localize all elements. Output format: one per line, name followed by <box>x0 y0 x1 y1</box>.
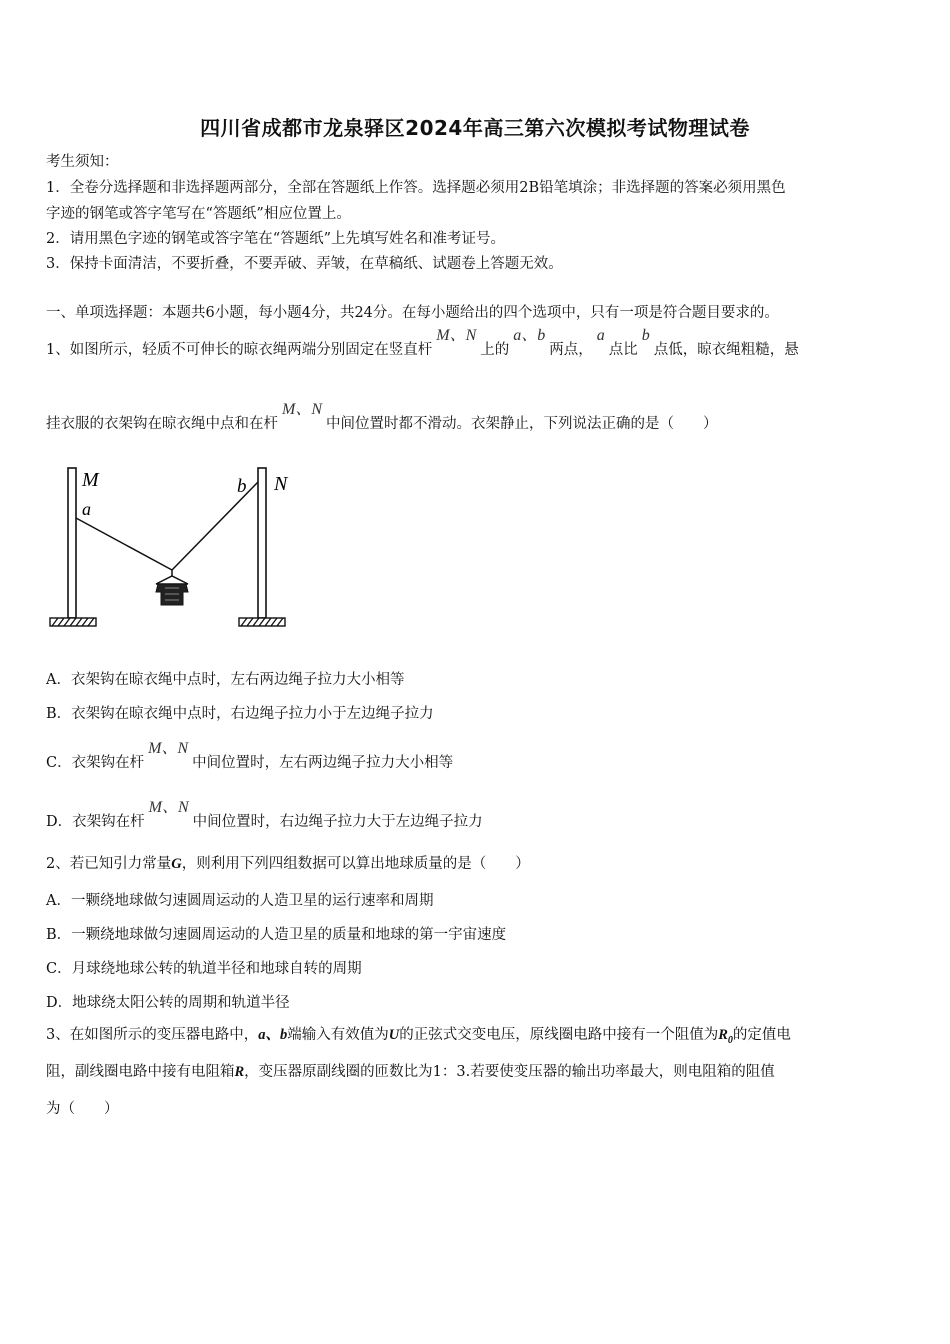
label-a: a <box>82 499 91 519</box>
q2-stem: 2、若已知引力常量G，则利用下列四组数据可以算出地球质量的是（ ） <box>46 856 530 872</box>
notice-item: 2．请用黑色字迹的钢笔或答字笔在“答题纸”上先填写姓名和准考证号。 <box>46 231 506 247</box>
q1-option-c: C．衣架钩在杆M、N中间位置时，左右两边绳子拉力大小相等 <box>46 749 453 772</box>
q3-stem-line3: 为（ ） <box>46 1101 119 1117</box>
var-r0: $R_0$ <box>718 1027 733 1046</box>
var-b: b <box>641 327 650 344</box>
ground-right <box>239 618 285 626</box>
q1-stem-line2: 挂衣服的衣架钩在晾衣绳中点和在杆M、N中间位置时都不滑动。衣架静止，下列说法正确的是（ ） <box>46 401 718 432</box>
q3-stem-line1: 3、在如图所示的变压器电路中，a、b端输入有效值为U的正弦式交变电压，原线圈电路中接有一个阻值为$R_0$的定值电 <box>46 1027 791 1046</box>
var-mn: M、N <box>282 401 323 418</box>
notice-item: 1．全卷分选择题和非选择题两部分，全部在答题纸上作答。选择题必须用2B铅笔填涂；非选择题的答案必须用黑色 <box>46 180 786 196</box>
pole-n <box>258 468 266 618</box>
label-b: b <box>237 476 247 497</box>
var-a: a <box>596 327 605 344</box>
page-title: 四川省成都市龙泉驿区2024年高三第六次模拟考试物理试卷 <box>200 116 750 140</box>
hanger-with-shirt <box>156 570 188 605</box>
label-m: M <box>82 469 99 491</box>
pole-m <box>68 468 76 618</box>
section-heading: 一、单项选择题：本题共6小题，每小题4分，共24分。在每小题给出的四个选项中，只有一项是符合题目要求的。 <box>46 305 779 321</box>
var-u: U <box>388 1027 400 1043</box>
notice-item: 3．保持卡面清洁，不要折叠，不要弄破、弄皱，在草稿纸、试题卷上答题无效。 <box>46 256 563 272</box>
q1-option-a: A．衣架钩在晾衣绳中点时，左右两边绳子拉力大小相等 <box>46 672 405 688</box>
notice-heading: 考生须知： <box>46 154 119 170</box>
q1-option-b: B．衣架钩在晾衣绳中点时，右边绳子拉力小于左边绳子拉力 <box>46 706 434 722</box>
q3-stem-line2: 阻，副线圈电路中接有电阻箱R，变压器原副线圈的匝数比为1：3.若要使变压器的输出功率最大，则电阻箱的阻值 <box>46 1064 775 1080</box>
q2-option-a: A．一颗绕地球做匀速圆周运动的人造卫星的运行速率和周期 <box>46 893 434 909</box>
ground-left <box>50 618 96 626</box>
var-g: G <box>171 856 182 872</box>
clothesline-figure <box>44 462 314 642</box>
var-mn: M、N <box>436 327 477 344</box>
rope-left <box>76 518 172 570</box>
var-ab: a、b <box>258 1027 288 1043</box>
var-ab: a、b <box>513 327 546 344</box>
q2-option-d: D．地球绕太阳公转的周期和轨道半径 <box>46 995 290 1011</box>
notice-item: 字迹的钢笔或答字笔写在“答题纸”相应位置上。 <box>46 206 351 222</box>
q1-stem-line1: 1、如图所示，轻质不可伸长的晾衣绳两端分别固定在竖直杆M、N上的a、b两点，a点比b点低，晾衣绳粗糙，悬 <box>46 327 799 358</box>
var-mn: M、N <box>148 799 189 816</box>
q2-option-b: B．一颗绕地球做匀速圆周运动的人造卫星的质量和地球的第一宇宙速度 <box>46 927 507 943</box>
var-mn: M、N <box>148 740 189 757</box>
q2-option-c: C．月球绕地球公转的轨道半径和地球自转的周期 <box>46 961 362 977</box>
q1-option-d: D．衣架钩在杆M、N中间位置时，右边绳子拉力大于左边绳子拉力 <box>46 808 483 831</box>
var-r: R <box>234 1064 245 1080</box>
label-n: N <box>274 473 288 495</box>
